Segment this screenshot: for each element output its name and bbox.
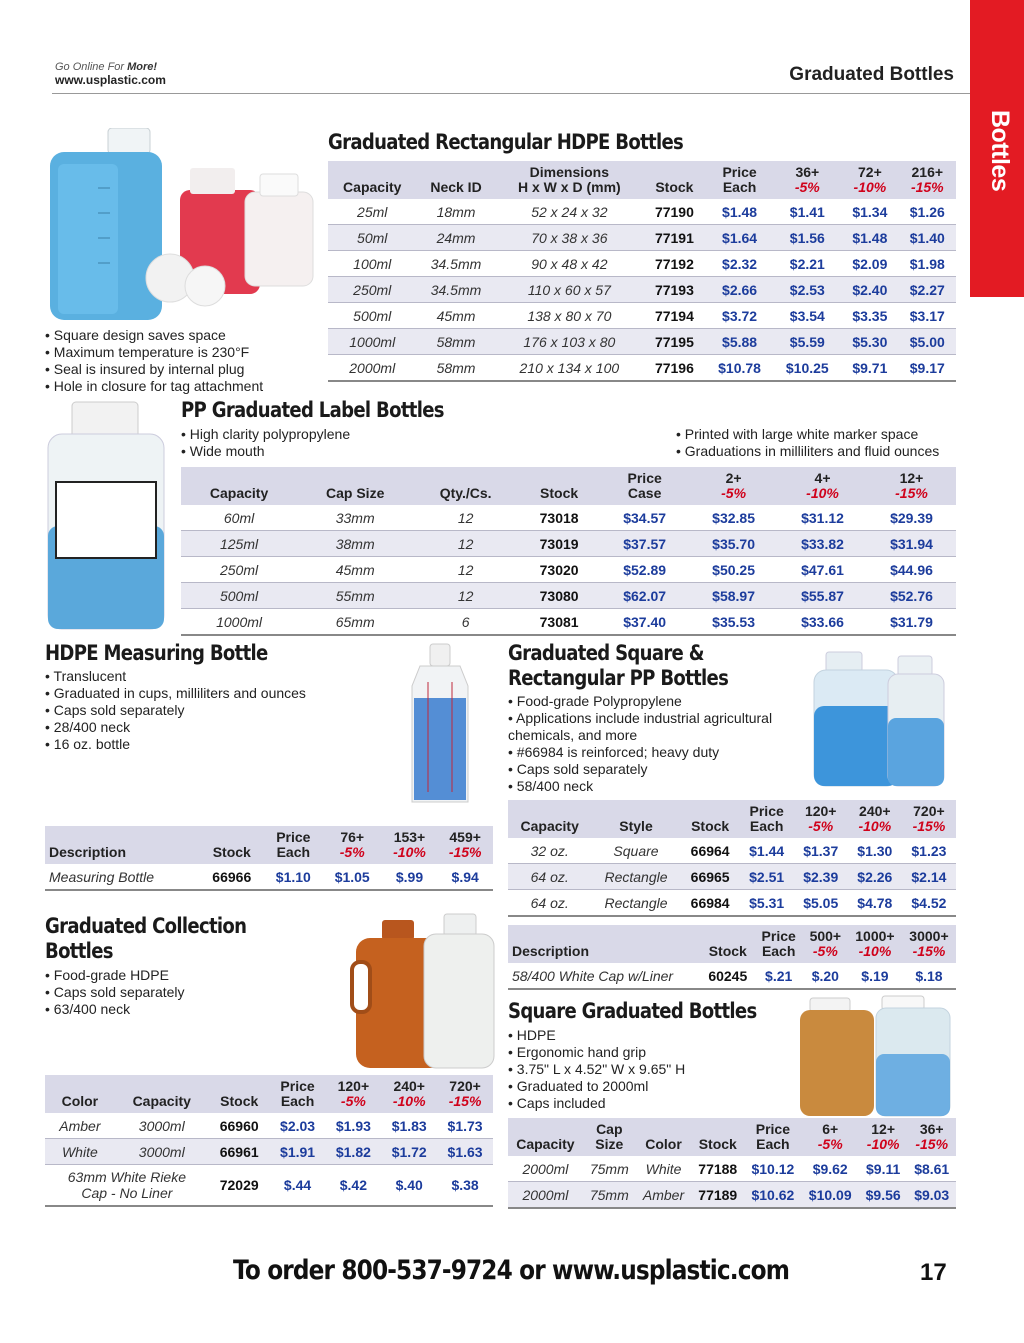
col-description: Description [508,925,701,963]
table-row: 100ml 34.5mm 90 x 48 x 42 77192 $2.32 $2.21 $2.09 $1.98 [328,251,956,277]
rect-hdpe-features [45,327,263,395]
feature-bullet: • Graduated in cups, milliliters and ounces [45,685,306,702]
col-cap-size: Cap Size [297,467,413,505]
table-row: 1000ml 58mm 176 x 103 x 80 77195 $5.88 $5.59 $5.30 $5.00 [328,329,956,355]
page-number: 17 [920,1259,947,1286]
col-tier3: 720+ -15% [437,1075,493,1113]
table-row: Amber 3000ml 66960 $2.03 $1.93 $1.83 $1.73 [45,1113,493,1139]
col-tier2: 12+ -10% [859,1118,908,1156]
table-row: 1000ml 65mm 6 73081 $37.40 $35.53 $33.66 $31.79 [181,609,956,636]
rect-hdpe-price-table [328,161,956,382]
page-section-title: Graduated Bottles [789,64,954,85]
table-row: 500ml 55mm 12 73080 $62.07 $58.97 $55.87 $52.76 [181,583,956,609]
table-row: 250ml 34.5mm 110 x 60 x 57 77193 $2.66 $2.53 $2.40 $2.27 [328,277,956,303]
square-rect-bottles-image [808,648,948,790]
col-dimensions: Dimensions H x W x D (mm) [496,161,644,199]
col-tier3: 720+ -15% [902,800,956,838]
col-neck-id: Neck ID [416,161,495,199]
col-capacity: Capacity [328,161,416,199]
table-row: 2000ml 58mm 210 x 134 x 100 77196 $10.78 $10.25 $9.71 $9.17 [328,355,956,382]
pp-label-features-left [181,426,350,460]
square-grad-title: Square Graduated Bottles [508,999,757,1023]
square-rect-title: Graduated Square & Rectangular PP Bottles [508,641,729,690]
col-capacity: Capacity [508,800,591,838]
table-header-row [508,800,956,838]
feature-bullet: • Graduated to 2000ml [508,1078,685,1095]
feature-bullet: • Graduations in milliliters and fluid ounces [676,443,939,460]
table-row: 32 oz. Square 66964 $1.44 $1.37 $1.30 $1.23 [508,838,956,864]
col-color: Color [45,1075,115,1113]
col-tier1: 120+ -5% [325,1075,381,1113]
col-price: Price Each [740,800,794,838]
col-stock: Stock [691,1118,744,1156]
side-tab [970,0,1024,297]
feature-bullet: • Wide mouth [181,443,350,460]
col-tier3: 459+ -15% [437,826,493,864]
feature-bullet: • Applications include industrial agricultural chemicals, and more [508,710,798,744]
feature-bullet: • 63/400 neck [45,1001,185,1018]
col-tier3: 216+ -15% [899,161,956,199]
col-tier2: 240+ -10% [381,1075,437,1113]
col-style: Style [591,800,680,838]
feature-bullet: • #66984 is reinforced; heavy duty [508,744,798,761]
feature-bullet: • Caps sold separately [45,984,185,1001]
col-stock: Stock [200,826,264,864]
header-tagline: Go Online For More! [55,61,158,73]
col-tier2: 153+ -10% [382,826,438,864]
measuring-title: HDPE Measuring Bottle [45,641,268,665]
feature-bullet: • Caps included [508,1095,685,1112]
table-row: 64 oz. Rectangle 66965 $2.51 $2.39 $2.26 $2.14 [508,864,956,890]
feature-bullet: • Seal is insured by internal plug [45,361,263,378]
header-divider [52,93,970,94]
table-header-row [508,925,956,963]
col-tier2: 72+ -10% [841,161,898,199]
col-stock: Stock [209,1075,270,1113]
collection-title: Graduated Collection Bottles [45,914,247,963]
collection-features [45,967,185,1018]
feature-bullet: • 3.75" L x 4.52" W x 9.65" H [508,1061,685,1078]
table-header-row [181,467,956,505]
feature-bullet: • Translucent [45,668,306,685]
col-tier1: 2+ -5% [689,467,778,505]
col-stock: Stock [643,161,706,199]
col-description: Description [45,826,200,864]
measuring-price-table [45,826,493,891]
table-header-row [508,1118,956,1156]
col-stock: Stock [681,800,740,838]
col-tier1: 36+ -5% [773,161,841,199]
col-price: Price Each [706,161,774,199]
feature-bullet: • 28/400 neck [45,719,306,736]
rect-hdpe-bottles-image [40,128,320,328]
col-tier1: 120+ -5% [794,800,848,838]
pp-label-price-table [181,467,956,636]
col-tier2: 4+ -10% [778,467,867,505]
table-row: 50ml 24mm 70 x 38 x 36 77191 $1.64 $1.56 $1.48 $1.40 [328,225,956,251]
table-row: 64 oz. Rectangle 66984 $5.31 $5.05 $4.78 $4.52 [508,890,956,917]
square-grad-bottles-image [796,994,956,1118]
feature-bullet: • Caps sold separately [45,702,306,719]
collection-price-table [45,1075,493,1207]
col-stock: Stock [701,925,755,963]
pp-label-bottle-image [40,398,172,633]
col-tier2: 1000+ -10% [848,925,902,963]
col-capacity: Capacity [115,1075,209,1113]
cap-price-table [508,925,956,990]
col-tier1: 6+ -5% [802,1118,859,1156]
col-price: Price Each [270,1075,326,1113]
feature-bullet: • 58/400 neck [508,778,798,795]
col-price: Price Case [600,467,689,505]
col-price: Price Each [264,826,323,864]
table-row: 2000ml 75mm Amber 77189 $10.62 $10.09 $9.56 $9.03 [508,1182,956,1209]
feature-bullet: • 16 oz. bottle [45,736,306,753]
col-tier2: 240+ -10% [848,800,902,838]
feature-bullet: • Ergonomic hand grip [508,1044,685,1061]
measuring-bottle-image [408,642,474,808]
table-row: 25ml 18mm 52 x 24 x 32 77190 $1.48 $1.41 $1.34 $1.26 [328,199,956,225]
table-row: Measuring Bottle 66966 $1.10 $1.05 $.99 $.94 [45,864,493,890]
col-cap-size: Cap Size [583,1118,636,1156]
feature-bullet: • HDPE [508,1027,685,1044]
order-info[interactable]: To order 800-537-9724 or www.usplastic.com [233,1255,790,1286]
table-row: 58/400 White Cap w/Liner 60245 $.21 $.20 $.19 $.18 [508,963,956,989]
feature-bullet: • Hole in closure for tag attachment [45,378,263,395]
pp-label-features-right [676,426,939,460]
table-header-row [45,1075,493,1113]
header-url[interactable]: www.usplastic.com [55,73,166,87]
table-row: 63mm White Rieke Cap - No Liner 72029 $.44 $.42 $.40 $.38 [45,1165,493,1207]
measuring-features [45,668,306,753]
feature-bullet: • Square design saves space [45,327,263,344]
collection-bottles-image [348,912,498,1072]
col-tier3: 12+ -15% [867,467,956,505]
rect-hdpe-title: Graduated Rectangular HDPE Bottles [328,130,684,154]
col-tier1: 500+ -5% [803,925,848,963]
table-row: 2000ml 75mm White 77188 $10.12 $9.62 $9.11 $8.61 [508,1156,956,1182]
col-color: Color [636,1118,692,1156]
table-header-row [45,826,493,864]
col-qty: Qty./Cs. [413,467,518,505]
col-tier3: 3000+ -15% [902,925,956,963]
table-row: 500ml 45mm 138 x 80 x 70 77194 $3.72 $3.54 $3.35 $3.17 [328,303,956,329]
square-grad-features [508,1027,685,1112]
square-rect-price-table [508,800,956,917]
feature-bullet: • Maximum temperature is 230°F [45,344,263,361]
pp-label-title: PP Graduated Label Bottles [181,398,444,422]
square-rect-features [508,693,798,795]
feature-bullet: • Caps sold separately [508,761,798,778]
square-grad-price-table [508,1118,956,1209]
table-row: 60ml 33mm 12 73018 $34.57 $32.85 $31.12 $29.39 [181,505,956,531]
table-row: 125ml 38mm 12 73019 $37.57 $35.70 $33.82 $31.94 [181,531,956,557]
col-tier1: 76+ -5% [323,826,382,864]
col-stock: Stock [518,467,600,505]
feature-bullet: • Food-grade Polypropylene [508,693,798,710]
col-price: Price Each [755,925,803,963]
table-row: White 3000ml 66961 $1.91 $1.82 $1.72 $1.63 [45,1139,493,1165]
feature-bullet: • High clarity polypropylene [181,426,350,443]
col-capacity: Capacity [508,1118,583,1156]
feature-bullet: • Printed with large white marker space [676,426,939,443]
feature-bullet: • Food-grade HDPE [45,967,185,984]
table-row: 250ml 45mm 12 73020 $52.89 $50.25 $47.61 $44.96 [181,557,956,583]
col-capacity: Capacity [181,467,297,505]
col-tier3: 36+ -15% [907,1118,956,1156]
side-tab-label: Bottles [986,110,1014,192]
table-header-row [328,161,956,199]
col-price: Price Each [744,1118,801,1156]
